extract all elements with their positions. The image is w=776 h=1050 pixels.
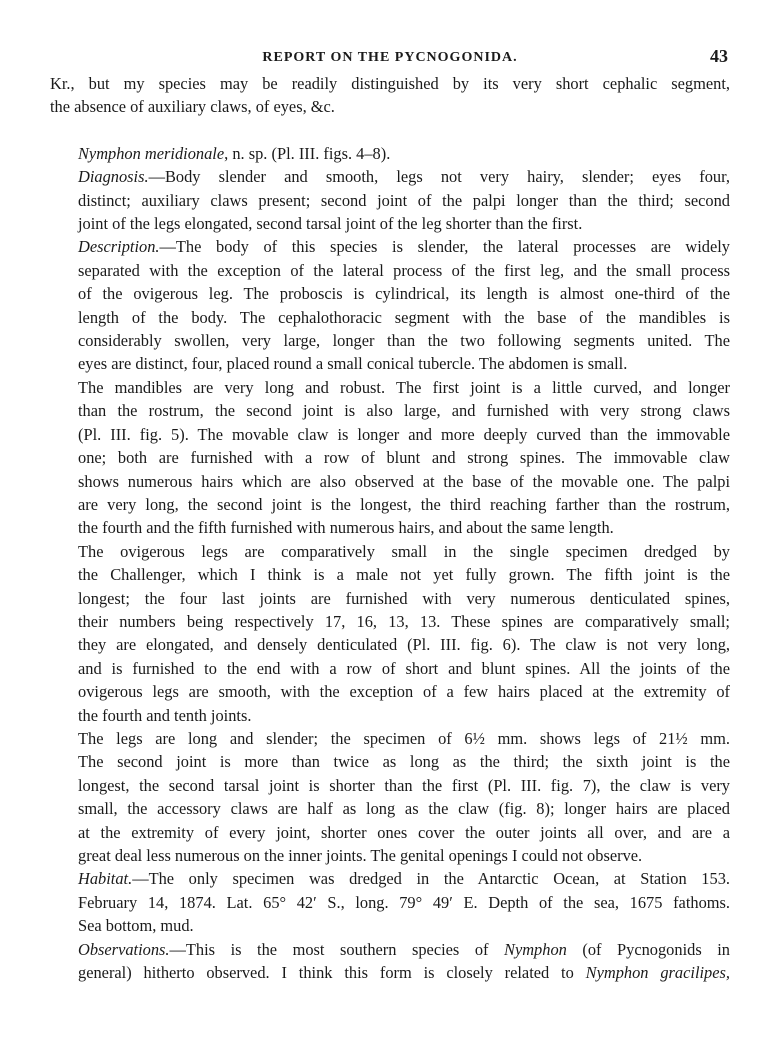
text-line: than the rostrum, the second joint is also large, and furnished with very strong claws xyxy=(78,401,730,421)
document-page xyxy=(50,44,730,984)
text-line: Description.—The body of this species is slender, the lateral processes are widely xyxy=(78,237,730,257)
text-line: the fourth and tenth joints. xyxy=(78,705,252,725)
paragraph-observations xyxy=(50,938,730,985)
text-line: the Challenger, which I think is a male not yet fully grown. The fifth joint is the xyxy=(78,565,730,585)
species-name: Nymphon meridionale xyxy=(78,143,225,163)
text-line: The ovigerous legs are comparatively small in the single specimen dredged by xyxy=(78,541,730,561)
text-line: one; both are furnished with a row of blunt and strong spines. The immovable claw xyxy=(78,448,730,468)
text-line: eyes are distinct, four, placed round a small conical tubercle. The abdomen is small. xyxy=(78,354,628,374)
paragraph-mandibles xyxy=(50,376,730,540)
text-line: The legs are long and slender; the specimen of 6½ mm. shows legs of 21½ mm. xyxy=(78,728,730,748)
page-header xyxy=(50,44,730,72)
section-label-observations: Observations. xyxy=(78,939,170,959)
paragraph-intro xyxy=(50,72,730,119)
text-line: they are elongated, and densely denticulated (Pl. III. fig. 6). The claw is not very long, xyxy=(78,635,730,655)
section-label-description: Description. xyxy=(78,237,160,257)
text-line: their numbers being respectively 17, 16, 13, 13. These spines are comparatively small; xyxy=(78,611,730,631)
paragraph-legs xyxy=(50,727,730,867)
text-line: longest, the second tarsal joint is shorter than the first (Pl. III. fig. 7), the claw is very xyxy=(78,775,730,795)
text-line: small, the accessory claws are half as long as the claw (fig. 8); longer hairs are placed xyxy=(78,799,730,819)
section-label-habitat: Habitat. xyxy=(78,869,133,889)
section-label-diagnosis: Diagnosis. xyxy=(78,167,149,187)
text-line: and is furnished to the end with a row of short and blunt spines. All the joints of the xyxy=(78,658,730,678)
text-line: the absence of auxiliary claws, of eyes, &c. xyxy=(50,97,335,117)
text-line: longest; the four last joints are furnished with very numerous denticulated spines, xyxy=(78,588,730,608)
text-line: separated with the exception of the lateral process of the first leg, and the small process xyxy=(78,260,730,280)
text-line: of the ovigerous leg. The proboscis is cylindrical, its length is almost one-third of the xyxy=(78,284,730,304)
text-line: general) hitherto observed. I think this form is closely related to Nymphon gracilipes, xyxy=(78,963,730,983)
text-line: Sea bottom, mud. xyxy=(78,916,194,936)
species-name-reference: Nymphon gracilipes, xyxy=(585,963,730,983)
text-line xyxy=(50,142,730,165)
species-heading xyxy=(50,142,730,165)
text-line: shows numerous hairs which are also observed at the base of the movable one. The palpi xyxy=(78,471,730,491)
paragraph-ovigerous-legs xyxy=(50,540,730,727)
text-line: Observations.—This is the most southern species of Nymphon (of Pycnogonids in xyxy=(78,939,730,959)
paragraph-diagnosis xyxy=(50,165,730,235)
text-line: distinct; auxiliary claws present; second joint of the palpi longer than the third; second xyxy=(78,190,730,210)
text-line: are very long, the second joint is the longest, the third reaching farther than the rostrum, xyxy=(78,494,730,514)
paragraph-habitat xyxy=(50,867,730,937)
species-reference: , n. sp. (Pl. III. figs. 4–8). xyxy=(224,143,391,163)
paragraph-description xyxy=(50,235,730,375)
text-line: length of the body. The cephalothoracic segment with the base of the mandibles is xyxy=(78,307,730,327)
text-line: at the extremity of every joint, shorter ones cover the outer joints all over, and are a xyxy=(78,822,730,842)
text-line: (Pl. III. fig. 5). The movable claw is longer and more deeply curved than the immovable xyxy=(78,424,730,444)
text-line: the fourth and the fifth furnished with numerous hairs, and about the same length. xyxy=(78,518,614,538)
running-title: REPORT ON THE PYCNOGONIDA. xyxy=(262,50,518,65)
text-line: February 14, 1874. Lat. 65° 42′ S., long. 79° 49′ E. Depth of the sea, 1675 fathoms. xyxy=(78,892,730,912)
body-text xyxy=(50,72,730,984)
text-line: joint of the legs elongated, second tarsal joint of the leg shorter than the first. xyxy=(78,214,583,234)
text-line: ovigerous legs are smooth, with the exception of a few hairs placed at the extremity of xyxy=(78,682,730,702)
genus-name: Nymphon xyxy=(504,939,567,959)
text-line: The second joint is more than twice as long as the third; the sixth joint is the xyxy=(78,752,730,772)
text-line: Habitat.—The only specimen was dredged in the Antarctic Ocean, at Station 153. xyxy=(78,869,730,889)
page-number: 43 xyxy=(710,46,728,66)
text-line: Kr., but my species may be readily distinguished by its very short cephalic segment, xyxy=(50,74,730,93)
text-line: great deal less numerous on the inner joints. The genital openings I could not observe. xyxy=(78,846,643,865)
text-line: Diagnosis.—Body slender and smooth, legs not very hairy, slender; eyes four, xyxy=(78,167,730,187)
text-line: The mandibles are very long and robust. The first joint is a little curved, and longer xyxy=(78,377,730,397)
text-line: considerably swollen, very large, longer than the two following segments united. The xyxy=(78,331,730,351)
